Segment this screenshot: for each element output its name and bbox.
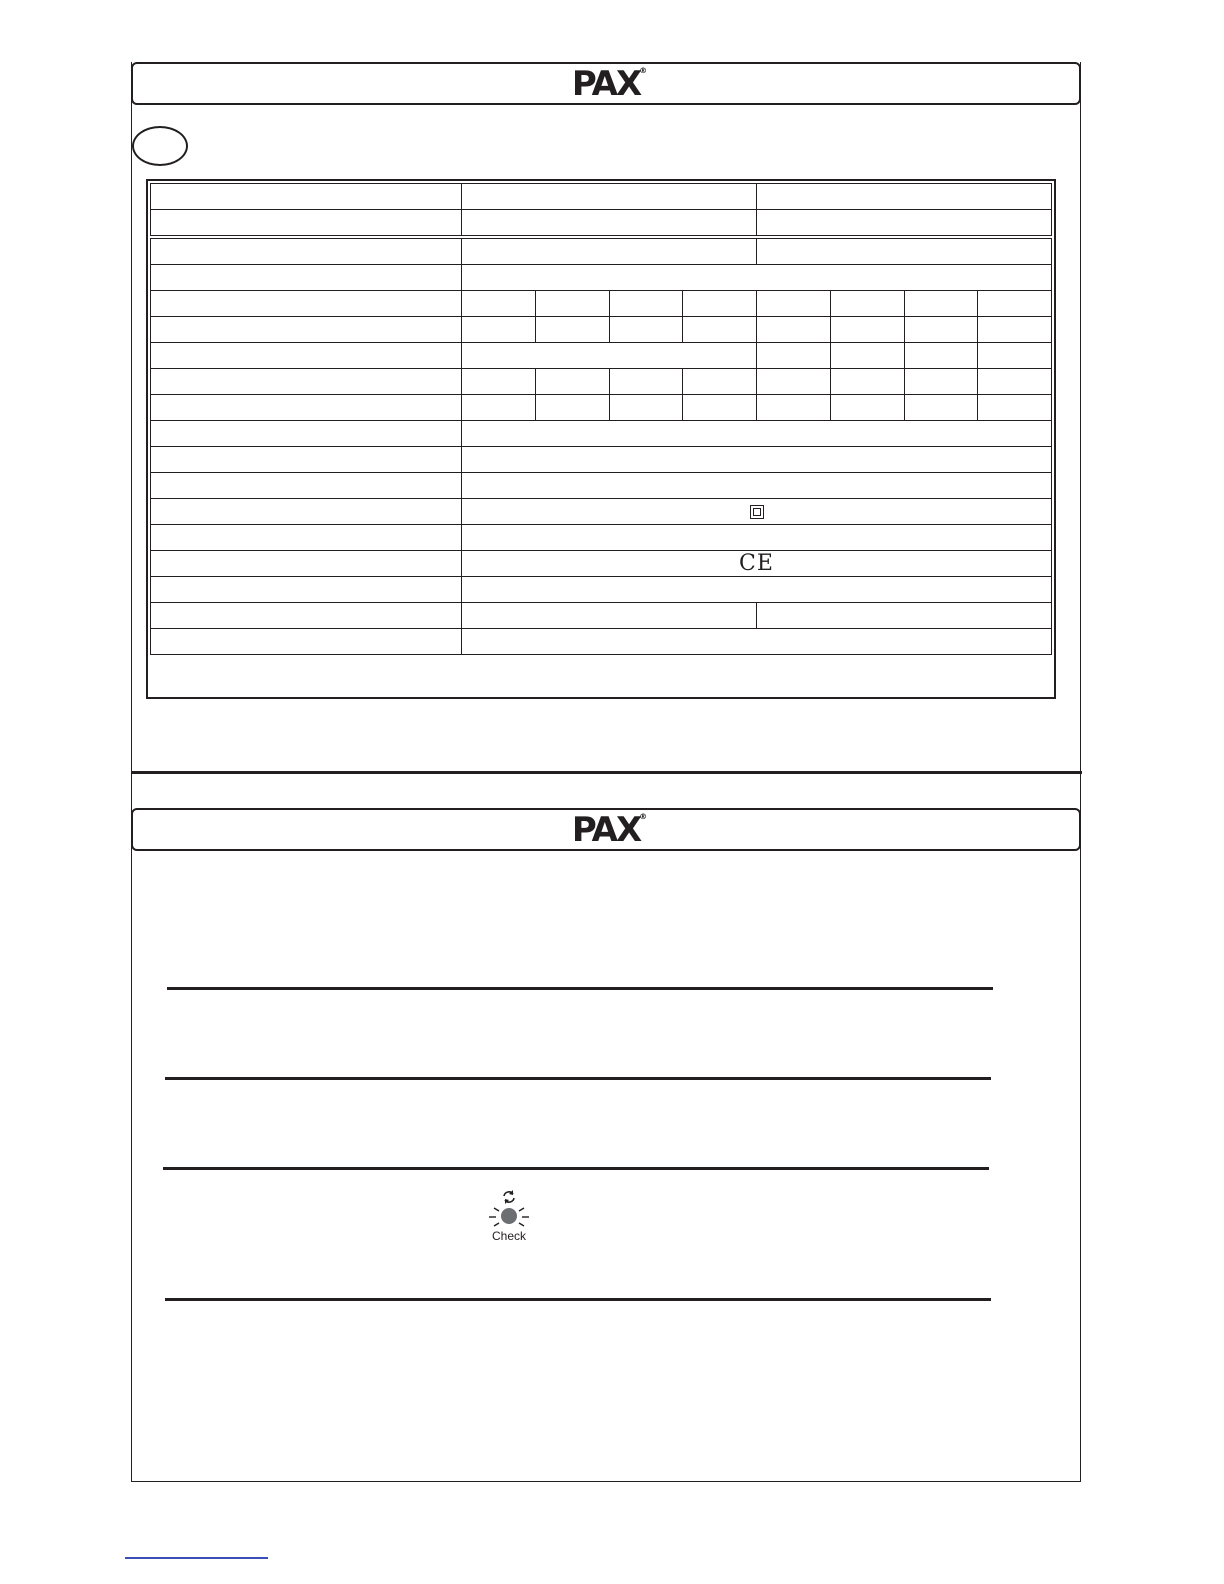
table-row [151,184,1052,210]
check-light-icon [482,1186,536,1230]
table-row [151,291,1052,317]
double-insulation-icon [750,505,764,519]
language-circle [132,126,188,166]
table-row [151,343,1052,369]
ce-mark: CE [739,550,774,576]
table-row [151,265,1052,291]
table-row [151,603,1052,629]
table-row [151,551,1052,577]
pax-logo [571,809,648,850]
pax-logo [571,63,648,104]
table-row [151,395,1052,421]
check-label: Check [491,1229,526,1243]
table-row [151,421,1052,447]
registered-mark: ® [639,811,648,821]
spec-table [146,179,1056,699]
table-row [151,369,1052,395]
section-divider [131,771,1082,774]
section-rule [165,1077,991,1080]
header-top [131,62,1081,105]
header-bottom [131,808,1081,851]
table-row [151,239,1052,265]
logo-text: PAX [571,809,641,850]
logo-text: PAX [571,63,641,104]
table-row [151,577,1052,603]
table-row [151,210,1052,236]
table-row [151,525,1052,551]
check-indicator [482,1186,536,1246]
table-row [151,499,1052,525]
section-rule [163,1167,989,1170]
footer-link-underline[interactable] [125,1557,268,1559]
section-rule [165,1298,991,1301]
table-row [151,447,1052,473]
table-row [151,629,1052,655]
table-row [151,473,1052,499]
indicator-light [501,1208,517,1224]
section-rule [167,987,993,990]
table-row [151,317,1052,343]
registered-mark: ® [639,65,648,75]
